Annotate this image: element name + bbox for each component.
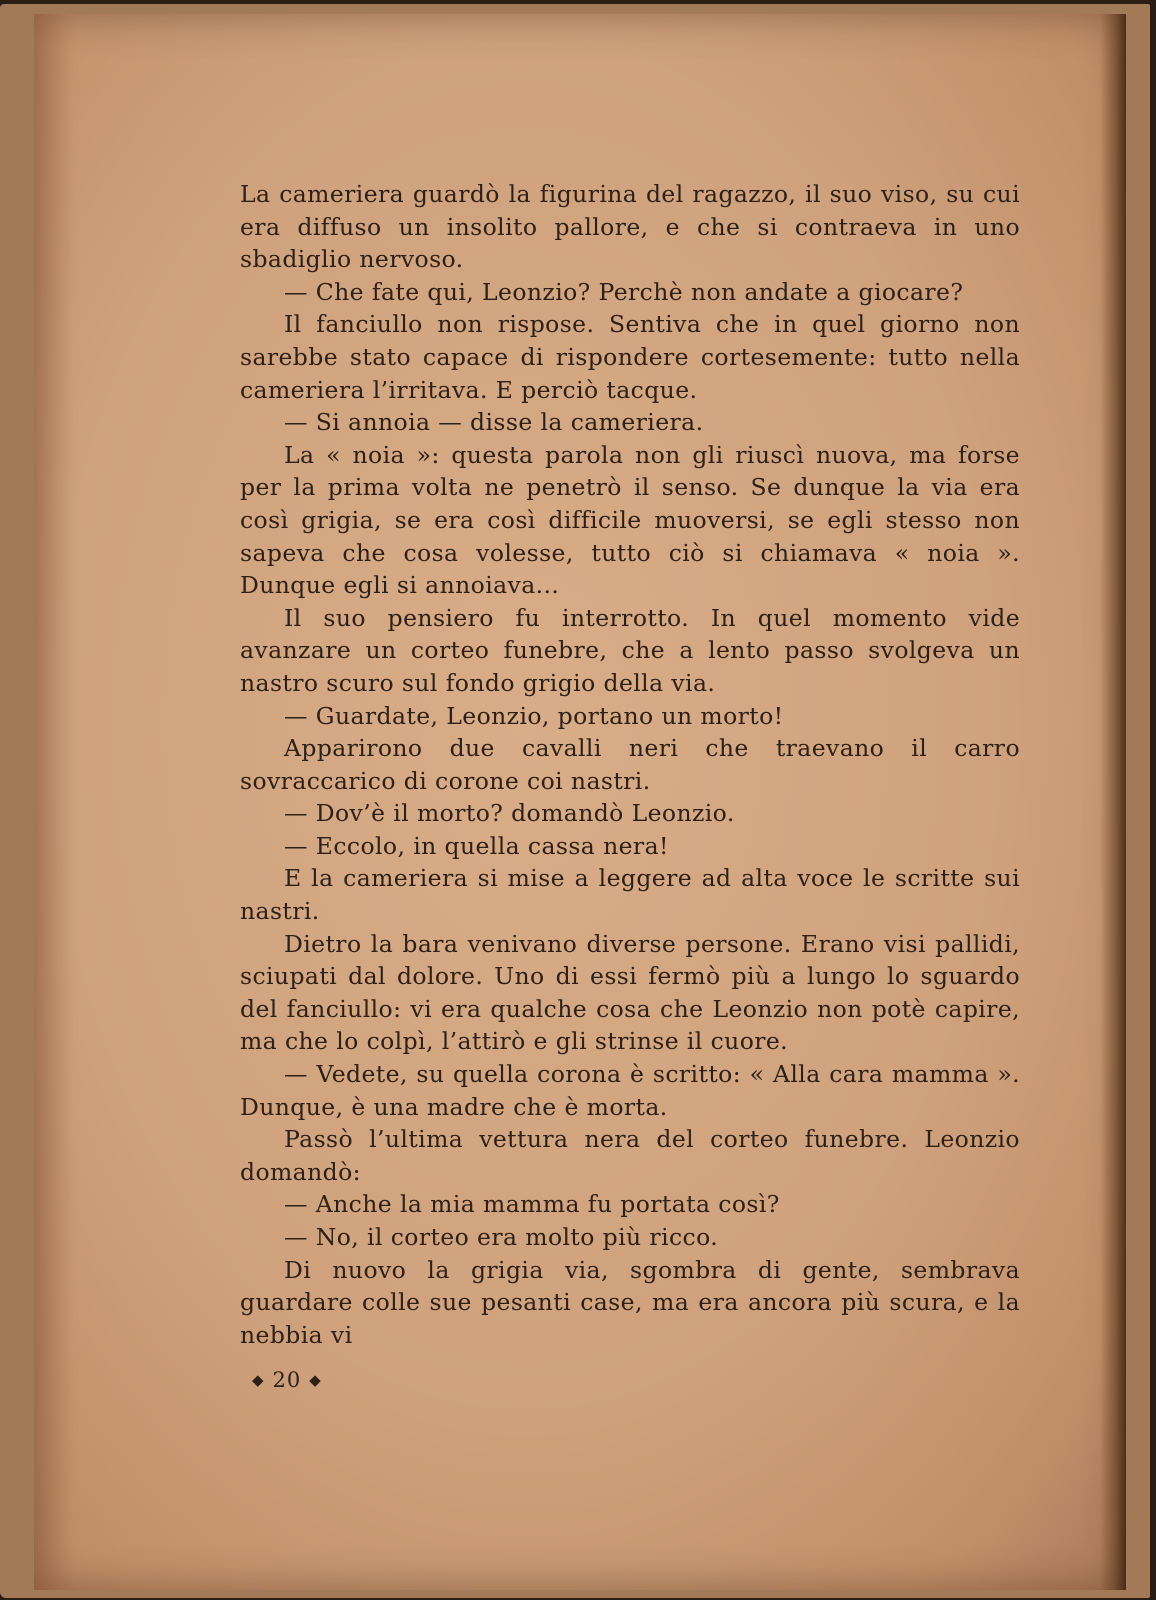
page-number-value: 20 [272,1368,302,1392]
paragraph: — Dov’è il morto? domandò Leonzio. [284,799,735,828]
paragraph: La cameriera guardò la figurina del ragazzo, il suo viso, su cui era diffuso un insolito pallore, e che si contraeva in uno sbadiglio nervoso. [240,180,1020,274]
paragraph: — Anche la mia mamma fu portata così? [284,1190,780,1219]
paragraph: — Guardate, Leonzio, portano un morto! [284,701,784,730]
paragraph: — No, il corteo era molto più ricco. [284,1223,719,1251]
paragraph: Il fanciullo non rispose. Sentiva che in quel giorno non sarebbe stato capace di rispondere cortesemente: tutto nella cameriera l’irritava. E perciò tacque. [240,310,1020,404]
paragraph: — Si annoia — disse la cameriera. [284,408,704,437]
page-gutter-shadow [34,14,74,1590]
paragraph: La « noia »: questa parola non gli riuscì nuova, ma forse per la prima volta ne penetrò il senso. Se dunque la via era così grigia, se era così difficile muoversi, se egli stesso non sapeva che cosa volesse, tutto ciò si chiamava « noia ». Dunque egli si annoiava... [240,440,1020,600]
diamond-ornament-icon: ◆ [309,1371,322,1389]
paragraph: E la cameriera si mise a leggere ad alta voce le scritte sui nastri. [240,864,1020,926]
paragraph: Apparirono due cavalli neri che traevano il carro sovraccarico di corone coi nastri. [240,734,1020,795]
page-edge-shadow [1100,14,1126,1590]
page-number [244,1368,330,1392]
diamond-ornament-icon: ◆ [252,1371,265,1389]
paragraph: — Che fate qui, Leonzio? Perchè non andate a giocare? [284,277,964,306]
paragraph: Dietro la bara venivano diverse persone. Erano visi pallidi, sciupati dal dolore. Uno di essi fermò più a lungo lo sguardo del fanciullo: vi era qualche cosa che Leonzio non potè capire, ma che lo colpì, l’attirò e gli strinse il cuore. [240,929,1020,1056]
body-text [240,178,1020,1351]
paragraph: Di nuovo la grigia via, sgombra di gente, sembrava guardare colle sue pesanti case, ma era ancora più scura, e la nebbia vi [240,1255,1020,1349]
paragraph: — Vedete, su quella corona è scritto: « Alla cara mamma ». Dunque, è una madre che è morta. [240,1060,1020,1121]
paragraph: Il suo pensiero fu interrotto. In quel momento vide avanzare un corteo funebre, che a lento passo svolgeva un nastro scuro sul fondo grigio della via. [240,603,1020,697]
paragraph: — Eccolo, in quella cassa nera! [284,831,669,860]
paragraph: Passò l’ultima vettura nera del corteo funebre. Leonzio domandò: [240,1125,1020,1186]
